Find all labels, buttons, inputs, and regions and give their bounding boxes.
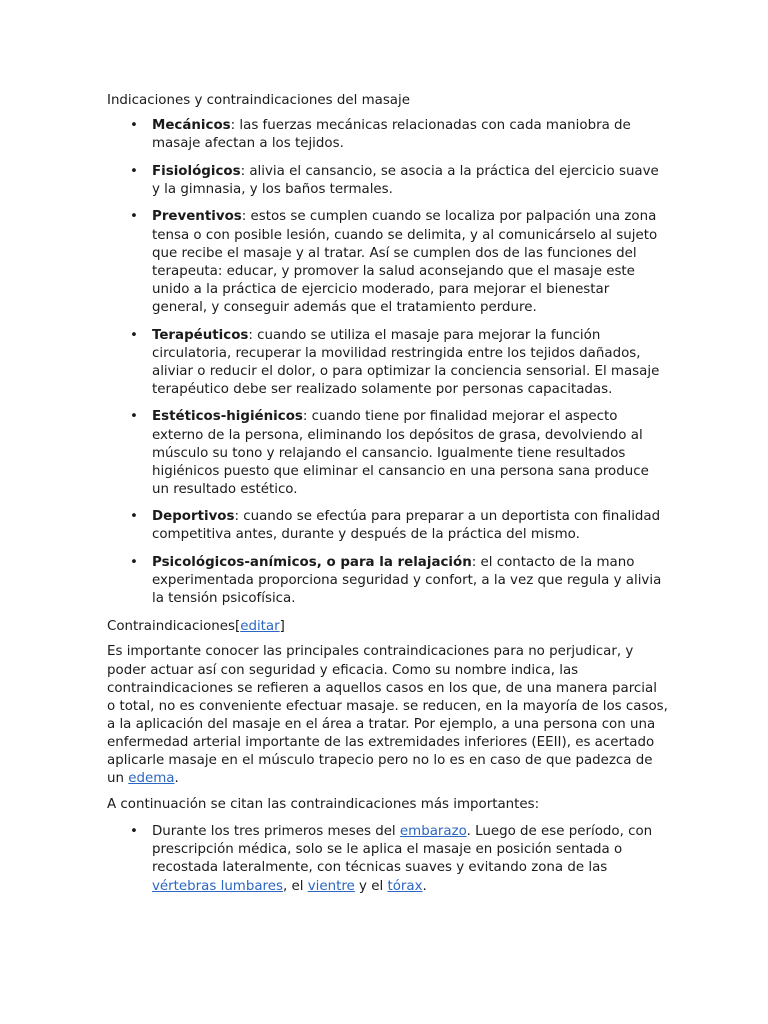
bullet-icon: • bbox=[130, 555, 138, 571]
list-item bbox=[130, 508, 668, 544]
list-item bbox=[130, 823, 668, 895]
bullet-icon: • bbox=[130, 409, 138, 425]
embarazo-link[interactable]: embarazo bbox=[399, 824, 467, 840]
item-text: y el bbox=[354, 878, 388, 894]
bullet-icon: • bbox=[130, 209, 138, 225]
list-item bbox=[130, 117, 668, 153]
torax-link[interactable]: tórax bbox=[387, 878, 423, 894]
item-term: Preventivos bbox=[152, 209, 242, 225]
section-title: Contraindicaciones bbox=[107, 618, 235, 634]
item-term: Deportivos bbox=[152, 509, 235, 525]
item-text: , el bbox=[282, 878, 308, 894]
paragraph-text: Es importante conocer las principales contraindicaciones para no perjudicar, y poder actuar así con seguridad y eficacia. Como su nombre indica, las contraindicaciones se refieren a aquellos casos en los que, de una manera parcial o total, no es conveniente efectuar masaje. se reducen, en la mayoría de los casos, a la aplicación del masaje en el área a tratar. Por ejemplo, a una persona con una enfermedad arterial importante de las extremidades inferiores (EEII), es acertado aplicarle masaje en el músculo trapecio pero no lo es en caso de que padezca de un bbox=[107, 644, 668, 787]
bullet-icon: • bbox=[130, 118, 138, 134]
vientre-link[interactable]: vientre bbox=[307, 878, 355, 894]
edema-link[interactable]: edema bbox=[128, 771, 175, 787]
item-term: Fisiológicos bbox=[152, 163, 241, 179]
item-text: : el contacto de la mano experimentada proporciona seguridad y confort, a la vez que regula y alivia la tensión psicofísica. bbox=[152, 555, 662, 607]
bracket-open: [ bbox=[234, 618, 241, 634]
item-text: . Luego de ese período, con prescripción médica, solo se le aplica el masaje en posición sentada o recostada lateralmente, con técnicas suaves y evitando zona de las bbox=[152, 824, 653, 876]
list-item bbox=[130, 554, 668, 608]
edit-link[interactable]: editar bbox=[240, 618, 280, 634]
list-item bbox=[130, 327, 668, 399]
paragraph-end: . bbox=[174, 771, 179, 787]
list-item bbox=[130, 408, 668, 498]
page-title: Indicaciones y contraindicaciones del masaje bbox=[107, 93, 410, 108]
bullet-icon: • bbox=[130, 509, 138, 525]
item-text: : estos se cumplen cuando se localiza por palpación una zona tensa o con posible lesión, cuando se delimita, y al comunicárselo al sujeto que recibe el masaje y al tratar. Así se cumplen dos de las funciones del terapeuta: educar, y promover la salud aconsejando que el masaje este unido a la práctica de ejercicio moderado, para mejorar el bienestar general, y conseguir además que el tratamiento perdure. bbox=[152, 209, 658, 315]
item-term: Terapéuticos bbox=[152, 327, 249, 343]
item-text: : alivia el cansancio, se asocia a la práctica del ejercicio suave y la gimnasia, y los baños termales. bbox=[152, 163, 659, 197]
bullet-icon: • bbox=[130, 163, 138, 179]
indications-list bbox=[107, 117, 668, 608]
item-text: Durante los tres primeros meses del bbox=[152, 824, 400, 840]
item-text: : cuando se efectúa para preparar a un deportista con finalidad competitiva antes, durante y después de la práctica del mismo. bbox=[152, 509, 661, 543]
list-item bbox=[130, 208, 668, 317]
bullet-icon: • bbox=[130, 824, 138, 840]
paragraph-intro bbox=[107, 643, 668, 788]
item-text: : cuando tiene por finalidad mejorar el aspecto externo de la persona, eliminando los depósitos de grasa, devolviendo al músculo su tono y relajando el cansancio. Igualmente tiene resultados higiénicos puesto que eliminar el cansancio en una persona sana produce un resultado estético. bbox=[152, 409, 649, 497]
section-heading-contraindications bbox=[107, 618, 668, 636]
item-text: : cuando se utiliza el masaje para mejorar la función circulatoria, recuperar la movilidad restringida entre los tejidos dañados, aliviar o reducir el dolor, o para optimizar la conciencia sensorial. El masaje terapéutico debe ser realizado solamente por personas capacitadas. bbox=[152, 327, 660, 397]
bracket-close: ] bbox=[279, 618, 285, 634]
item-term: Psicológicos-anímicos, o para la relajación bbox=[152, 555, 472, 571]
list-item bbox=[130, 163, 668, 199]
paragraph-list-intro: A continuación se citan las contraindicaciones más importantes: bbox=[107, 797, 540, 813]
vertebras-lumbares-link[interactable]: vértebras lumbares bbox=[152, 878, 283, 894]
item-text: . bbox=[422, 878, 427, 894]
item-term: Estéticos-higiénicos bbox=[152, 409, 303, 425]
contraindications-list bbox=[107, 823, 668, 895]
bullet-icon: • bbox=[130, 327, 138, 343]
item-text: : las fuerzas mecánicas relacionadas con cada maniobra de masaje afectan a los tejidos. bbox=[152, 118, 631, 152]
item-term: Mecánicos bbox=[152, 118, 231, 134]
